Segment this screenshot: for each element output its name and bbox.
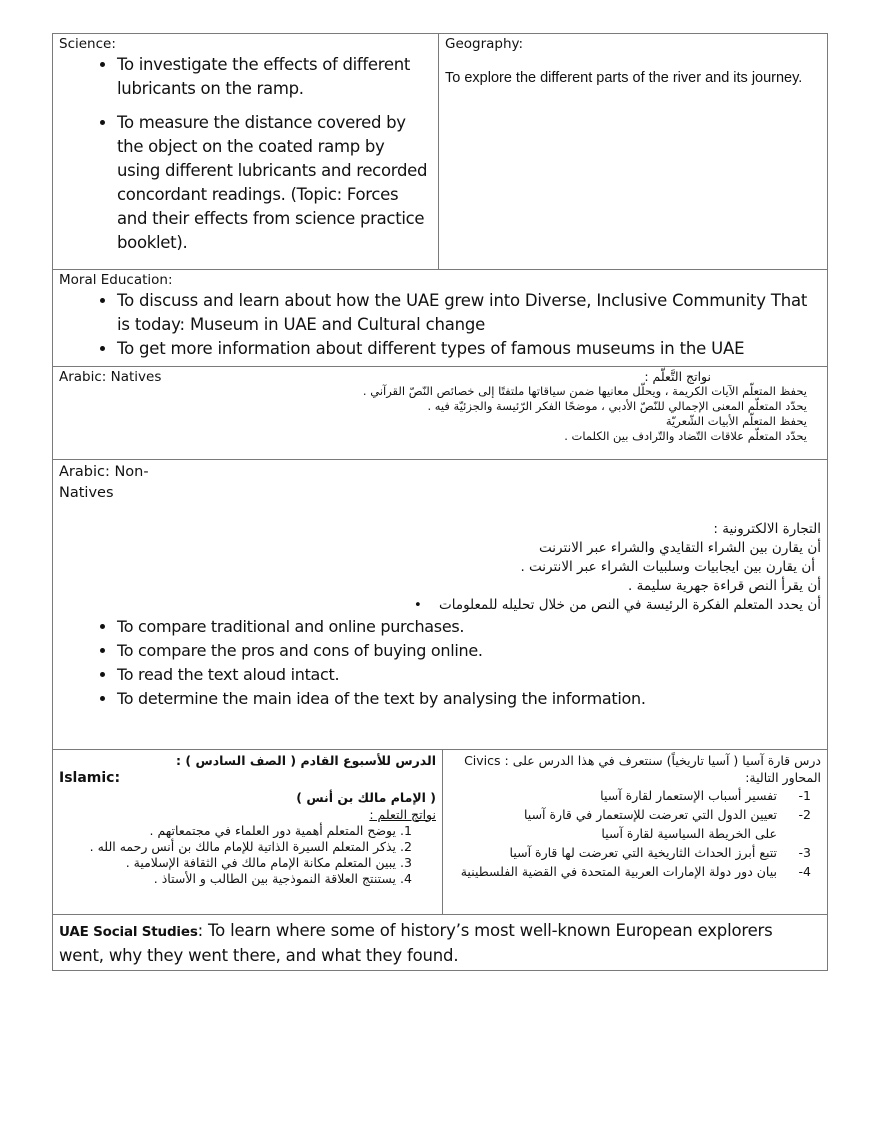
civics-topic-text: تعيين الدول التي تعرضت للإستعمار في قارة آسيا على الخريطة السياسية لقارة آسيا: [523, 806, 777, 841]
row-arabic-natives: [53, 367, 828, 460]
bullet-icon: •: [413, 597, 440, 613]
islamic-cell: [53, 749, 443, 914]
civics-cell: [443, 749, 828, 914]
arabic-natives-line: يحفظ المتعلّم الآيات الكريمة ، ويحلّل معانيها ضمن سياقاتها ملتفتًا إلى خصائص النّصّ القرآني .: [362, 384, 807, 398]
arabic-outcome-line: [59, 596, 821, 615]
uae-social-studies-cell: [53, 914, 828, 970]
civics-topic: [449, 786, 821, 805]
ecommerce-heading: التجارة الالكترونية :: [713, 521, 821, 537]
civics-topic-number: 4-: [798, 863, 811, 879]
arabic-outcome-text: أن يحدد المتعلم الفكرة الرئيسة في النص من خلال تحليله للمعلومات: [439, 597, 821, 613]
english-outcome: • To compare the pros and cons of buying online.: [117, 639, 821, 663]
moral-education-cell: [53, 270, 828, 367]
geography-label: Geography:: [445, 36, 524, 52]
row-arabic-non-natives: [53, 460, 828, 750]
islamic-outcome: 4. يستنتج العلاقة النموذجية بين الطالب و الأستاذ .: [59, 871, 396, 887]
civics-topic-number: 3-: [798, 844, 811, 860]
islamic-outcome: 3. يبين المتعلم مكانة الإمام مالك في الثقافة الإسلامية .: [59, 855, 396, 871]
subjects-table: [52, 33, 828, 750]
islamic-outcomes-heading: نواتج التعلم :: [369, 806, 436, 822]
civics-topic: [449, 805, 821, 843]
uae-social-studies-objective: : To learn where some of history’s most well-known European explorers went, why they went there, and what they found.: [59, 920, 773, 965]
islamic-week-line: الدرس للأسبوع القادم ( الصف السادس ) :: [176, 752, 436, 768]
civics-topic-text: تتبع أبرز الحداث الثاريخية التي تعرضت لها قارة آسيا: [509, 844, 777, 860]
subjects-table-lower: [52, 749, 828, 971]
weekly-plan-document: [52, 33, 827, 971]
uae-social-studies-label: UAE Social Studies: [59, 923, 198, 940]
moral-objective: • To discuss and learn about how the UAE grew into Diverse, Inclusive Community That is today: Museum in UAE and Cultural change: [117, 289, 821, 337]
row-moral-education: [53, 270, 828, 367]
science-objective: • To investigate the effects of different lubricants on the ramp.: [117, 53, 432, 101]
arabic-outcome-line: أن يقارن بين ايجابيات وسلبيات الشراء عبر الانترنت .: [520, 559, 815, 575]
english-outcome: • To determine the main idea of the text by analysing the information.: [117, 687, 821, 711]
row-uae-social-studies: [53, 914, 828, 970]
civics-topic: [449, 862, 821, 881]
english-outcomes: [59, 615, 821, 711]
arabic-natives-line: يحدّد المتعلّم علاقات التّضاد والتّرادف بين الكلمات .: [564, 429, 807, 443]
science-objective: • To measure the distance covered by the object on the coated ramp by using different lubricants and recorded concordant readings. (Topic: Forces and their effects from science practice booklet).: [117, 111, 432, 255]
geography-objective: To explore the different parts of the river and its journey.: [445, 70, 803, 86]
civics-topic-number: 1-: [798, 787, 811, 803]
civics-intro-axes: المحاور التالية:: [745, 769, 821, 785]
arabic-outcome-line: أن يقرأ النص قراءة جهرية سليمة .: [628, 578, 821, 594]
arabic-non-natives-label: Arabic: Non-Natives: [59, 464, 149, 501]
civics-topic-number: 2-: [798, 806, 811, 822]
arabic-natives-line: يحفظ المتعلّم الأبيات الشّعريّة: [665, 414, 807, 428]
english-outcome: • To read the text aloud intact.: [117, 663, 821, 687]
arabic-non-natives-cell: [53, 460, 828, 750]
geography-cell: [439, 34, 828, 270]
arabic-natives-cell: [53, 367, 828, 460]
arabic-natives-label: Arabic: Natives: [59, 369, 162, 385]
arabic-non-natives-outcomes: [59, 520, 821, 615]
civics-intro: درس قارة آسيا ( آسيا تاريخياً) سنتعرف في هذا الدرس على : Civics: [464, 752, 821, 768]
moral-education-objectives: [59, 289, 821, 361]
english-outcome: • To compare traditional and online purchases.: [117, 615, 821, 639]
row-science-geography: [53, 34, 828, 270]
arabic-natives-outcomes: [59, 369, 821, 444]
civics-topics: [449, 786, 821, 881]
islamic-outcome: 2. يذكر المتعلم السيرة الذاتية للإمام مالك بن أنس رحمه الله .: [59, 839, 396, 855]
arabic-natives-line: يحدّد المتعلّم المعنى الإجمالي للنّصّ الأدبي ، موضحًا الفكر الرّئيسة والجزئيّة فيه .: [427, 399, 807, 413]
science-cell: [53, 34, 439, 270]
civics-topic-text: تفسير أسباب الإستعمار لقارة آسيا: [600, 787, 777, 803]
islamic-outcomes-list: [59, 823, 436, 887]
islamic-lesson-title: ( الإمام مالك بن أنس ): [296, 789, 436, 805]
arabic-outcome-line: أن يقارن بين الشراء التقايدي والشراء عبر الانترنت: [539, 540, 821, 556]
islamic-outcome: 1. يوضح المتعلم أهمية دور العلماء في مجتمعاتهم .: [59, 823, 396, 839]
islamic-label: Islamic:: [59, 769, 121, 786]
arabic-natives-heading: نواتج التَّعلّم :: [644, 369, 711, 384]
moral-education-label: Moral Education:: [59, 272, 173, 288]
science-label: Science:: [59, 36, 116, 52]
row-islamic-civics: [53, 749, 828, 914]
civics-topic: [449, 843, 821, 862]
science-objectives: [59, 53, 432, 255]
civics-topic-text: بيان دور دولة الإمارات العربية المتحدة في القضية الفلسطينية: [460, 863, 777, 879]
moral-objective: • To get more information about different types of famous museums in the UAE: [117, 337, 821, 361]
